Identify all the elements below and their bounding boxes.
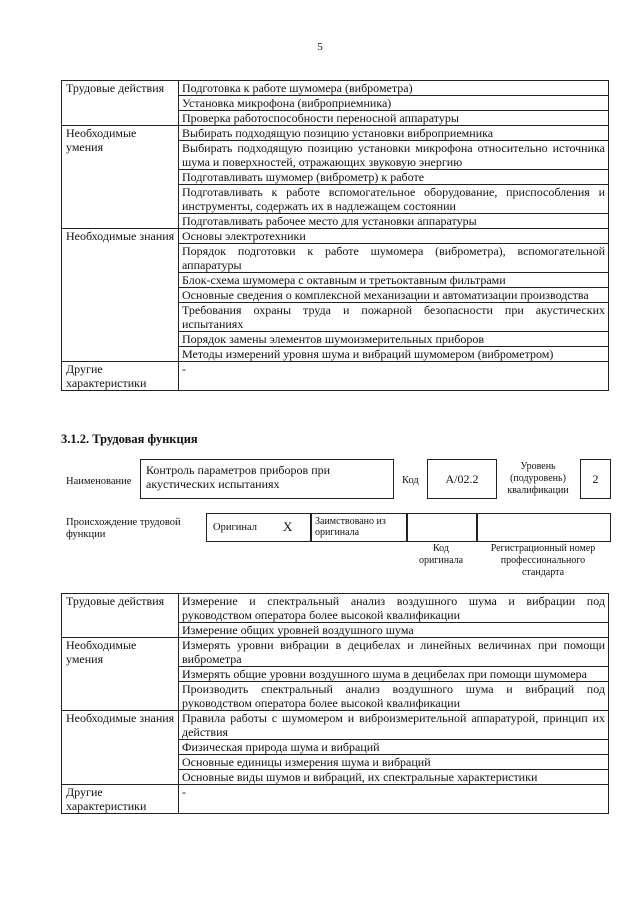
requirements-table-1 [61, 80, 609, 391]
row-item: Подготавливать шумомер (виброметр) к работе [179, 170, 609, 185]
row-label: Необходимые умения [62, 126, 179, 229]
row-item: Выбирать подходящую позицию установки микрофона относительно источника шума и поверхностей, отражающих звуковую энергию [179, 141, 609, 170]
row-item: Подготавливать к работе вспомогательное оборудование, приспособления и инструменты, содержать их в надлежащем состоянии [179, 185, 609, 214]
row-item: Подготавливать рабочее место для установки аппаратуры [179, 214, 609, 229]
original-label: Оригинал [213, 522, 257, 533]
row-item: Установка микрофона (виброприемника) [179, 96, 609, 111]
row-item: Измерение и спектральный анализ воздушного шума и вибрации под руководством оператора более высокой квалификации [179, 594, 609, 623]
row-label: Другие характеристики [62, 362, 179, 391]
table-row [62, 81, 609, 96]
row-item: Блок-схема шумомера с октавным и третьоктавным фильтрами [179, 273, 609, 288]
row-item: Основы электротехники [179, 229, 609, 244]
row-item: - [179, 362, 609, 391]
row-item: Порядок замены элементов шумоизмерительных приборов [179, 332, 609, 347]
row-item: Выбирать подходящую позицию установки виброприемника [179, 126, 609, 141]
row-item: Правила работы с шумомером и виброизмерительной аппаратурой, принцип их действия [179, 711, 609, 740]
table-row [62, 229, 609, 244]
reg-number-label: Регистрационный номер профессионального стандарта [490, 543, 596, 578]
table-row [62, 362, 609, 391]
row-label: Трудовые действия [62, 594, 179, 638]
reg-number-box [476, 513, 611, 542]
row-item: Требования охраны труда и пожарной безопасности при акустических испытаниях [179, 303, 609, 332]
row-item: Производить спектральный анализ воздушного шума и вибраций под руководством оператора более высокой квалификации [179, 682, 609, 711]
row-item: Порядок подготовки к работе шумомера (виброметра), вспомогательной аппаратуры [179, 244, 609, 273]
row-item: Измерение общих уровней воздушного шума [179, 623, 609, 638]
borrowed-box [310, 513, 408, 542]
row-item: Основные единицы измерения шума и вибраций [179, 755, 609, 770]
row-item: Проверка работоспособности переносной аппаратуры [179, 111, 609, 126]
row-label: Необходимые знания [62, 229, 179, 362]
row-item: Основные виды шумов и вибраций, их спектральные характеристики [179, 770, 609, 785]
table-row [62, 711, 609, 740]
row-item: Физическая природа шума и вибраций [179, 740, 609, 755]
row-label: Другие характеристики [62, 785, 179, 814]
row-item: Подготовка к работе шумомера (виброметра) [179, 81, 609, 96]
row-item: Измерять общие уровни воздушного шума в децибелах при помощи шумомера [179, 667, 609, 682]
code-label: Код [402, 475, 419, 486]
code-box [427, 459, 497, 499]
requirements-table-2 [61, 593, 609, 814]
level-value: 2 [592, 472, 599, 486]
table-row [62, 594, 609, 623]
row-label: Необходимые знания [62, 711, 179, 785]
code-original-label: Код оригинала [418, 543, 464, 566]
row-label: Трудовые действия [62, 81, 179, 126]
level-box [580, 459, 611, 499]
table-row [62, 638, 609, 667]
name-label: Наименование [66, 476, 132, 487]
row-item: Измерять уровни вибрации в децибелах и линейных величинах при помощи виброметра [179, 638, 609, 667]
original-box [206, 513, 312, 542]
code-original-box [406, 513, 478, 542]
row-item: Основные сведения о комплексной механизации и автоматизации производства [179, 288, 609, 303]
table-row [62, 785, 609, 814]
borrowed-label: Заимствовано из оригинала [315, 516, 386, 538]
level-label: Уровень (подуровень) квалификации [507, 461, 569, 496]
page-number: 5 [317, 41, 323, 53]
row-item: Методы измерений уровня шума и вибраций шумомером (виброметром) [179, 347, 609, 362]
code-value: A/02.2 [445, 472, 479, 486]
table-row [62, 126, 609, 141]
row-item: - [179, 785, 609, 814]
name-value: Контроль параметров приборов при акустических испытаниях [146, 463, 331, 491]
section-title: 3.1.2. Трудовая функция [61, 432, 198, 446]
name-box [140, 459, 394, 499]
row-label: Необходимые умения [62, 638, 179, 711]
original-mark: X [283, 519, 293, 534]
origin-label: Происхождение трудовой функции [66, 517, 181, 540]
